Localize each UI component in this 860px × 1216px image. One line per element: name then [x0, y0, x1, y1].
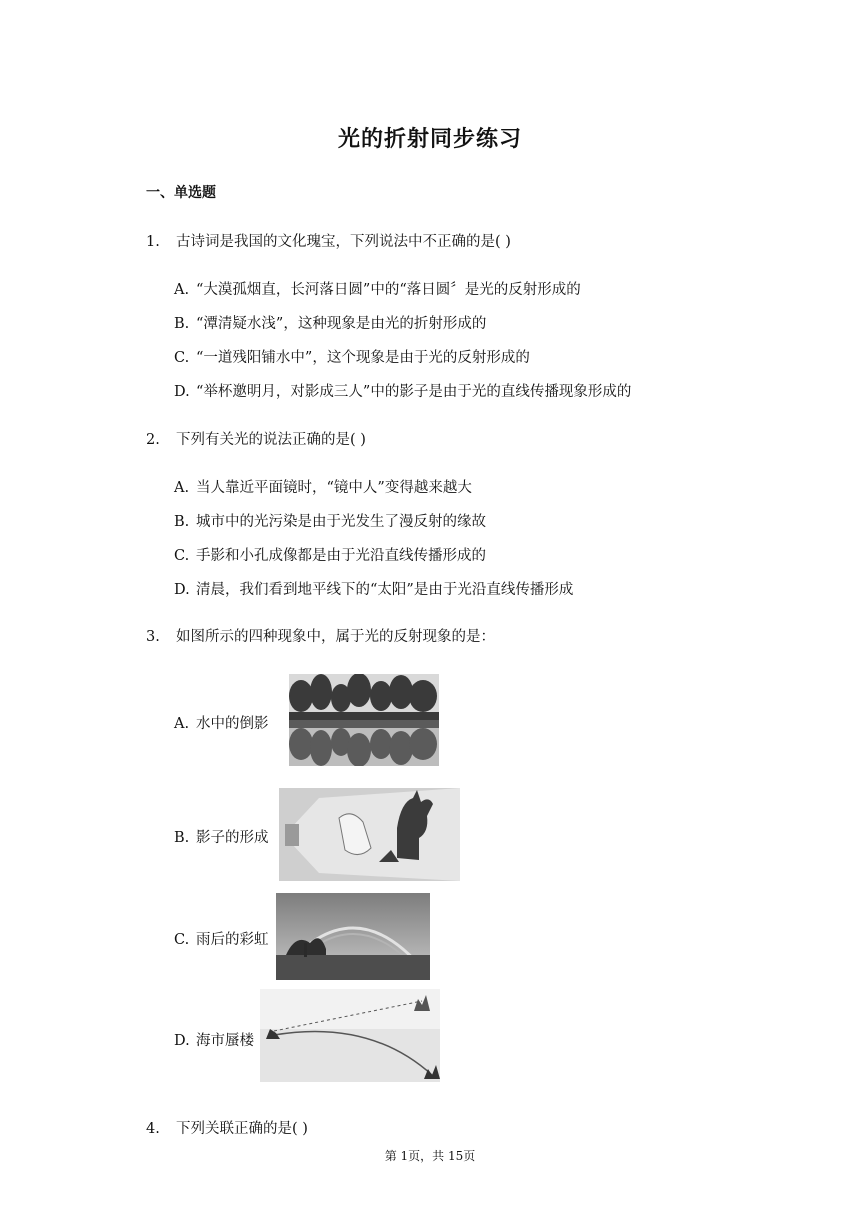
- q3-option-b: [174, 826, 269, 847]
- option-text: 清晨，我们看到地平线下的“太阳”是由于光沿直线传播形成: [196, 582, 574, 598]
- question-text: 古诗词是我国的文化瑰宝，下列说法中不正确的是( ): [176, 234, 511, 250]
- q2-option-a: [174, 476, 472, 497]
- question-number: 3.: [146, 629, 160, 645]
- question-number: 1.: [146, 234, 160, 250]
- option-text: 手影和小孔成像都是由于光沿直线传播形成的: [196, 548, 486, 564]
- q2-option-d: [174, 578, 573, 599]
- rainbow-image: [276, 893, 430, 980]
- q1-option-a: [174, 278, 581, 299]
- option-letter: D.: [174, 1033, 190, 1049]
- section-heading: 一、单选题: [146, 185, 216, 201]
- option-letter: C.: [174, 932, 190, 948]
- q3-option-d: [174, 1029, 254, 1050]
- option-letter: C.: [174, 350, 190, 366]
- question-3: [146, 625, 495, 646]
- option-letter: D.: [174, 384, 190, 400]
- option-text: 影子的形成: [196, 830, 269, 846]
- option-text: “大漠孤烟直，长河落日圆”中的“落日圆〞是光的反射形成的: [196, 282, 581, 298]
- water-reflection-image: [289, 674, 439, 766]
- option-letter: A.: [174, 480, 190, 496]
- mirage-image: [260, 989, 440, 1082]
- question-1: [146, 230, 511, 251]
- option-text: “举杯邀明月，对影成三人”中的影子是由于光的直线传播现象形成的: [196, 384, 632, 400]
- option-letter: D.: [174, 582, 190, 598]
- question-number: 2.: [146, 432, 160, 448]
- q2-option-c: [174, 544, 486, 565]
- question-text: 如图所示的四种现象中，属于光的反射现象的是：: [176, 629, 495, 645]
- page-footer: 第 1页，共 15页: [384, 1149, 476, 1163]
- q3-option-a: [174, 712, 269, 733]
- question-number: 4.: [146, 1121, 160, 1137]
- option-text: 海市蜃楼: [196, 1033, 254, 1049]
- q3-option-c: [174, 928, 269, 949]
- option-letter: A.: [174, 282, 190, 298]
- option-letter: B.: [174, 316, 190, 332]
- option-text: 当人靠近平面镜时，“镜中人”变得越来越大: [196, 480, 472, 496]
- q1-option-b: [174, 312, 486, 333]
- hand-shadow-image: [279, 788, 460, 881]
- option-letter: B.: [174, 830, 190, 846]
- page-title: 光的折射同步练习: [337, 126, 522, 152]
- option-text: “潭清疑水浅”，这种现象是由光的折射形成的: [196, 316, 487, 332]
- option-text: 水中的倒影: [196, 716, 269, 732]
- option-text: “一道残阳铺水中”，这个现象是由于光的反射形成的: [196, 350, 530, 366]
- option-text: 城市中的光污染是由于光发生了漫反射的缘故: [196, 514, 486, 530]
- option-letter: B.: [174, 514, 190, 530]
- question-2: [146, 428, 366, 449]
- question-text: 下列有关光的说法正确的是( ): [176, 432, 366, 448]
- q2-option-b: [174, 510, 486, 531]
- question-text: 下列关联正确的是( ): [176, 1121, 308, 1137]
- option-letter: C.: [174, 548, 190, 564]
- q1-option-d: [174, 380, 631, 401]
- option-text: 雨后的彩虹: [196, 932, 269, 948]
- q1-option-c: [174, 346, 530, 367]
- question-4: [146, 1117, 308, 1138]
- option-letter: A.: [174, 716, 190, 732]
